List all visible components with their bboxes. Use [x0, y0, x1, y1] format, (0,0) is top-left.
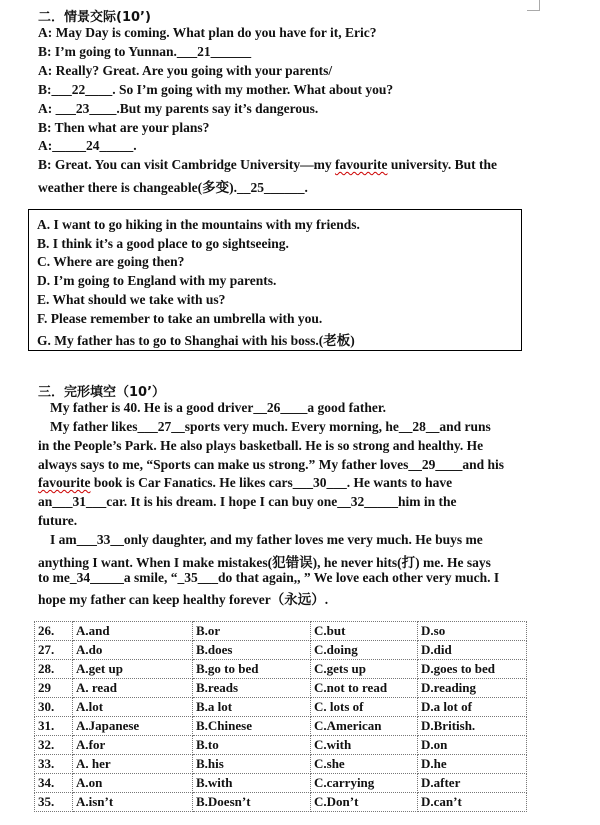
page-corner-mark [527, 0, 540, 11]
choice-option: C.doing [311, 641, 418, 660]
question-number: 26. [35, 622, 73, 641]
choice-option: A.lot [73, 698, 193, 717]
choice-option: D.can’t [418, 793, 527, 812]
choice-option: B.reads [193, 679, 311, 698]
choice-row [35, 717, 527, 736]
choice-option: C.but [311, 622, 418, 641]
question-number: 33. [35, 755, 73, 774]
choice-option: D.a lot of [418, 698, 527, 717]
choice-option: A. read [73, 679, 193, 698]
choice-option: C.not to read [311, 679, 418, 698]
question-number: 34. [35, 774, 73, 793]
choice-option: B.his [193, 755, 311, 774]
dialogue-line: B:___22____. So I’m going with my mother. What about you? [38, 82, 394, 97]
dialogue-text: university. But the [387, 157, 497, 172]
choice-row [35, 660, 527, 679]
choice-option: C.with [311, 736, 418, 755]
choice-row [35, 679, 527, 698]
choice-option: C.gets up [311, 660, 418, 679]
question-number: 32. [35, 736, 73, 755]
choice-row [35, 641, 527, 660]
spellcheck-word: favourite [38, 475, 91, 490]
choice-option: D.he [418, 755, 527, 774]
choice-option: D.so [418, 622, 527, 641]
dialogue-line: A:_____24_____. [38, 138, 137, 153]
question-number: 30. [35, 698, 73, 717]
choice-option: D.after [418, 774, 527, 793]
passage-line: My father is 40. He is a good driver__26____a good father. [50, 400, 386, 415]
dialogue-line: B: Then what are your plans? [38, 120, 210, 135]
passage-line: hope my father can keep healthy forever（永远）. [38, 592, 329, 607]
choice-row [35, 755, 527, 774]
choice-option: A.for [73, 736, 193, 755]
choice-option: C. lots of [311, 698, 418, 717]
passage-line: anything I want. When I make mistakes(犯错误), he never hits(打) me. He says [38, 555, 491, 570]
passage-text: book is Car Fanatics. He likes cars___30___. He wants to have [90, 475, 453, 490]
choice-row [35, 622, 527, 641]
dialogue-line: weather there is changeable(多变).__25______. [38, 180, 308, 195]
choice-option: C.carrying [311, 774, 418, 793]
passage-line: in the People’s Park. He also plays basketball. He is so strong and healthy. He [38, 438, 484, 453]
choice-option: C.she [311, 755, 418, 774]
option-item: C. Where are going then? [37, 254, 185, 269]
choice-option: D.did [418, 641, 527, 660]
choice-option: B.go to bed [193, 660, 311, 679]
choices-table [34, 621, 527, 812]
question-number: 27. [35, 641, 73, 660]
choice-option: B.Doesn’t [193, 793, 311, 812]
options-box [28, 209, 522, 351]
choice-option: B.to [193, 736, 311, 755]
choice-option: A. her [73, 755, 193, 774]
section2-title: 二．情景交际(10’) [38, 10, 151, 25]
spellcheck-word: favourite [334, 157, 388, 172]
dialogue-line: A: ___23____.But my parents say it’s dangerous. [38, 101, 319, 116]
passage-line: to me_34_____a smile, “_35___do that again,, ” We love each other very much. I [38, 570, 500, 585]
choice-row [35, 698, 527, 717]
choice-option: D.British. [418, 717, 527, 736]
dialogue-line: A: May Day is coming. What plan do you have for it, Eric? [38, 25, 377, 40]
dialogue-text: B: Great. You can visit Cambridge University—my [38, 157, 335, 172]
choice-option: D.on [418, 736, 527, 755]
choice-option: A.on [73, 774, 193, 793]
choice-option: C.American [311, 717, 418, 736]
choice-option: A.Japanese [73, 717, 193, 736]
passage-line: My father likes___27__sports very much. Every morning, he__28__and runs [50, 419, 491, 434]
dialogue-line [38, 157, 497, 173]
option-item: A. I want to go hiking in the mountains with my friends. [37, 217, 360, 232]
choice-option: C.Don’t [311, 793, 418, 812]
question-number: 35. [35, 793, 73, 812]
question-number: 31. [35, 717, 73, 736]
question-number: 29 [35, 679, 73, 698]
option-item: G. My father has to go to Shanghai with his boss.(老板) [37, 333, 355, 348]
choice-row [35, 793, 527, 812]
passage-line: always says to me, “Sports can make us strong.” My father loves__29____and his [38, 457, 505, 472]
passage-line: I am___33__only daughter, and my father loves me very much. He buys me [50, 532, 483, 547]
choice-option: B.does [193, 641, 311, 660]
option-item: E. What should we take with us? [37, 292, 226, 307]
choice-option: A.get up [73, 660, 193, 679]
choice-row [35, 736, 527, 755]
option-item: B. I think it’s a good place to go sightseeing. [37, 236, 289, 251]
dialogue-line: B: I’m going to Yunnan.___21______ [38, 44, 252, 59]
choice-row [35, 774, 527, 793]
choice-option: B.a lot [193, 698, 311, 717]
option-item: F. Please remember to take an umbrella with you. [37, 311, 323, 326]
question-number: 28. [35, 660, 73, 679]
choice-option: D.goes to bed [418, 660, 527, 679]
passage-line [38, 475, 452, 491]
choice-option: A.isn’t [73, 793, 193, 812]
option-item: D. I’m going to England with my parents. [37, 273, 277, 288]
section3-title: 三．完形填空（10’） [38, 385, 166, 400]
dialogue-line: A: Really? Great. Are you going with your parents/ [38, 63, 333, 78]
choice-option: A.do [73, 641, 193, 660]
choice-option: B.Chinese [193, 717, 311, 736]
choice-option: B.or [193, 622, 311, 641]
passage-line: future. [38, 513, 78, 528]
passage-line: an___31___car. It is his dream. I hope I can buy one__32_____him in the [38, 494, 457, 509]
choice-option: B.with [193, 774, 311, 793]
choice-option: D.reading [418, 679, 527, 698]
choice-option: A.and [73, 622, 193, 641]
